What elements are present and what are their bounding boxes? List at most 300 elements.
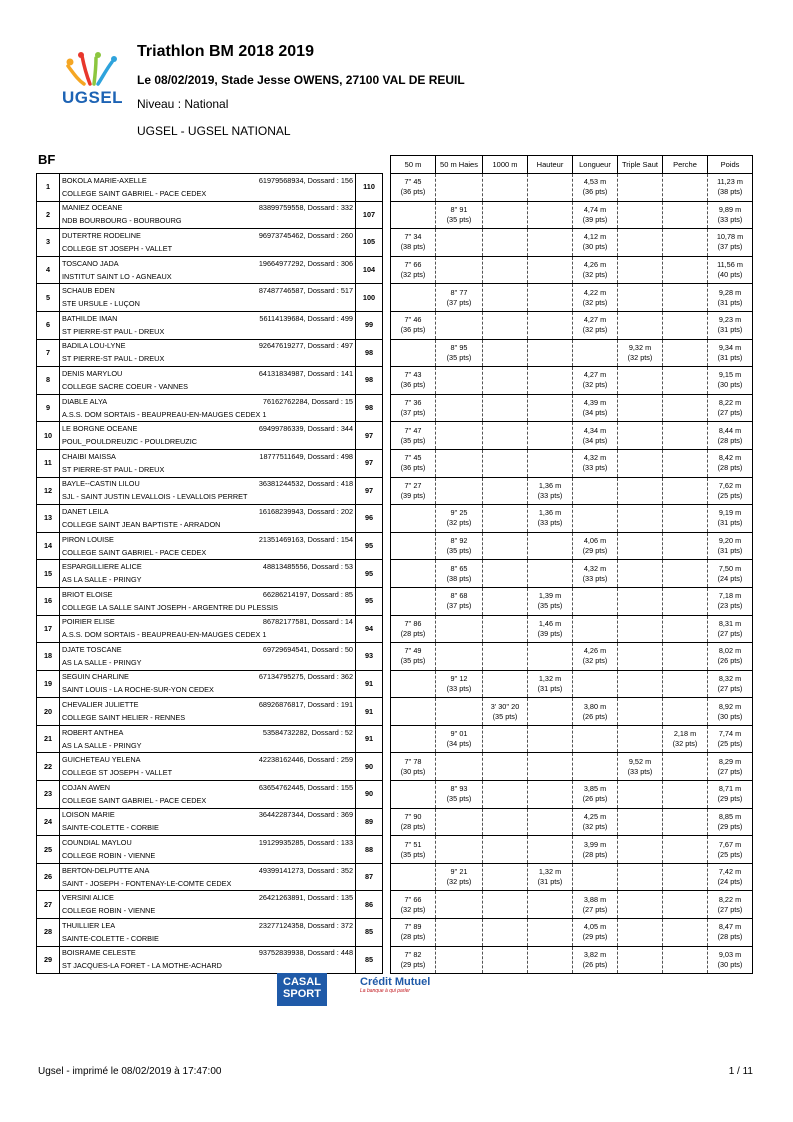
event-result xyxy=(483,587,528,615)
event-result xyxy=(618,808,663,836)
total-points: 99 xyxy=(356,311,383,339)
event-result xyxy=(573,560,618,588)
event-result xyxy=(618,256,663,284)
event-result xyxy=(708,229,753,257)
event-result xyxy=(391,367,436,395)
event-result xyxy=(708,367,753,395)
event-points: (33 pts) xyxy=(537,490,563,500)
event-result xyxy=(708,587,753,615)
rank: 28 xyxy=(37,919,60,947)
total-points: 85 xyxy=(356,946,383,974)
event-result xyxy=(618,670,663,698)
event-result xyxy=(391,311,436,339)
rank: 6 xyxy=(37,311,60,339)
spacer xyxy=(383,725,391,753)
athlete-school: COLLEGE ST JOSEPH - VALLET xyxy=(62,243,173,253)
event-result xyxy=(618,449,663,477)
event-result xyxy=(436,339,483,367)
total-points: 97 xyxy=(356,422,383,450)
spacer xyxy=(383,808,391,836)
spacer xyxy=(383,615,391,643)
event-result xyxy=(391,560,436,588)
athlete-id-dossard: 96973745462, Dossard : 260 xyxy=(258,230,353,240)
athlete-cell xyxy=(60,946,356,974)
athlete-id-dossard: 92647619277, Dossard : 497 xyxy=(258,341,353,351)
athlete-school: AS LA SALLE - PRINGY xyxy=(62,575,142,585)
event-points: (33 pts) xyxy=(717,214,743,224)
rank: 5 xyxy=(37,284,60,312)
event-points: (26 pts) xyxy=(582,794,608,804)
column-header: Poids xyxy=(708,156,753,174)
total-points: 97 xyxy=(356,449,383,477)
athlete-cell xyxy=(60,284,356,312)
table-row xyxy=(37,698,753,726)
performance: 8'' 65 xyxy=(450,563,468,573)
event-points: (31 pts) xyxy=(537,683,563,693)
casal-sport-logo xyxy=(277,973,327,1006)
event-result xyxy=(391,505,436,533)
event-result xyxy=(391,394,436,422)
event-result xyxy=(663,477,708,505)
event-result xyxy=(663,781,708,809)
rank: 1 xyxy=(37,174,60,202)
spacer xyxy=(383,477,391,505)
rank: 23 xyxy=(37,781,60,809)
event-result xyxy=(391,698,436,726)
athlete-cell xyxy=(60,808,356,836)
athlete-school: COLLEGE SAINT JEAN BAPTISTE - ARRADON xyxy=(62,519,221,529)
athlete-school: COLLEGE SAINT HELIER - RENNES xyxy=(62,713,186,723)
column-header: Triple Saut xyxy=(618,156,663,174)
total-points: 88 xyxy=(356,836,383,864)
performance: 3,85 m xyxy=(583,784,607,794)
level-label: Niveau : National xyxy=(137,97,229,111)
event-points: (28 pts) xyxy=(400,628,426,638)
performance: 7,67 m xyxy=(718,839,742,849)
spacer xyxy=(383,394,391,422)
athlete-school: COLLEGE SACRE COEUR - VANNES xyxy=(62,381,188,391)
event-points: (34 pts) xyxy=(446,739,472,749)
event-points: (37 pts) xyxy=(446,297,472,307)
event-result xyxy=(573,449,618,477)
spacer xyxy=(383,367,391,395)
event-result xyxy=(618,394,663,422)
event-result xyxy=(391,725,436,753)
athlete-cell xyxy=(60,256,356,284)
performance: 3,82 m xyxy=(583,949,607,959)
event-result xyxy=(528,560,573,588)
event-result xyxy=(528,201,573,229)
athlete-school: ST PIERRE-ST PAUL - DREUX xyxy=(62,354,165,364)
athlete-cell xyxy=(60,587,356,615)
table-row xyxy=(37,587,753,615)
event-result xyxy=(573,505,618,533)
event-result xyxy=(573,919,618,947)
total-points: 95 xyxy=(356,560,383,588)
performance: 7'' 27 xyxy=(404,480,422,490)
event-result xyxy=(391,422,436,450)
event-points: (39 pts) xyxy=(400,490,426,500)
event-result xyxy=(573,311,618,339)
event-result xyxy=(391,863,436,891)
total-points: 105 xyxy=(356,229,383,257)
athlete-school: SAINT - JOSEPH - FONTENAY-LE-COMTE CEDEX xyxy=(62,878,232,888)
athlete-cell xyxy=(60,311,356,339)
rank: 17 xyxy=(37,615,60,643)
rank: 4 xyxy=(37,256,60,284)
event-points: (39 pts) xyxy=(582,214,608,224)
performance: 11,23 m xyxy=(717,177,743,187)
total-points: 89 xyxy=(356,808,383,836)
performance: 7'' 78 xyxy=(404,756,422,766)
performance: 1,46 m xyxy=(538,618,562,628)
organisation-label: UGSEL - UGSEL NATIONAL xyxy=(137,124,291,138)
athlete-cell xyxy=(60,477,356,505)
spacer xyxy=(383,284,391,312)
athlete-name: TOSCANO JADA xyxy=(62,258,119,268)
event-result xyxy=(708,781,753,809)
athlete-name: VERSINI ALICE xyxy=(62,893,114,903)
event-result xyxy=(618,311,663,339)
athlete-cell xyxy=(60,229,356,257)
event-result xyxy=(436,229,483,257)
rank: 15 xyxy=(37,560,60,588)
event-points: (36 pts) xyxy=(400,380,426,390)
event-points: (25 pts) xyxy=(717,490,743,500)
print-timestamp: Ugsel - imprimé le 08/02/2019 à 17:47:00 xyxy=(38,1066,222,1077)
column-header: 1000 m xyxy=(483,156,528,174)
category-heading: BF xyxy=(38,152,56,167)
event-result xyxy=(483,560,528,588)
event-result xyxy=(618,174,663,202)
event-points: (35 pts) xyxy=(446,352,472,362)
athlete-school: STE URSULE - LUÇON xyxy=(62,299,140,309)
athlete-cell xyxy=(60,394,356,422)
spacer xyxy=(383,560,391,588)
athlete-school: AS LA SALLE - PRINGY xyxy=(62,740,142,750)
performance: 8,85 m xyxy=(718,811,742,821)
event-result xyxy=(391,836,436,864)
athlete-name: PIRON LOUISE xyxy=(62,534,114,544)
event-result xyxy=(391,670,436,698)
performance: 9,19 m xyxy=(718,508,742,518)
total-points: 95 xyxy=(356,532,383,560)
event-result xyxy=(618,836,663,864)
spacer xyxy=(383,919,391,947)
spacer xyxy=(383,256,391,284)
event-points: (28 pts) xyxy=(582,849,608,859)
athlete-id-dossard: 19129935285, Dossard : 133 xyxy=(258,838,353,848)
athlete-cell xyxy=(60,863,356,891)
event-result xyxy=(483,422,528,450)
event-points: (36 pts) xyxy=(582,187,608,197)
table-row xyxy=(37,808,753,836)
event-result xyxy=(528,863,573,891)
event-result xyxy=(528,643,573,671)
performance: 4,32 m xyxy=(583,563,607,573)
event-result xyxy=(391,587,436,615)
event-result xyxy=(573,284,618,312)
performance: 10,78 m xyxy=(716,232,744,242)
event-points: (31 pts) xyxy=(717,546,743,556)
athlete-id-dossard: 19664977292, Dossard : 306 xyxy=(258,258,353,268)
credit-mutuel-tagline: La banque à qui parler xyxy=(360,988,411,994)
athlete-id-dossard: 87487746587, Dossard : 517 xyxy=(258,286,353,296)
event-result xyxy=(483,367,528,395)
performance: 8,92 m xyxy=(718,701,742,711)
event-points: (35 pts) xyxy=(446,214,472,224)
event-result xyxy=(618,367,663,395)
event-result xyxy=(391,284,436,312)
event-result xyxy=(573,643,618,671)
rank: 22 xyxy=(37,753,60,781)
event-result xyxy=(663,532,708,560)
spacer xyxy=(383,698,391,726)
event-result xyxy=(708,449,753,477)
event-result xyxy=(483,670,528,698)
event-result xyxy=(618,725,663,753)
athlete-name: THUILLIER LEA xyxy=(62,920,116,930)
event-points: (28 pts) xyxy=(717,932,743,942)
event-result xyxy=(528,781,573,809)
event-points: (36 pts) xyxy=(400,187,426,197)
event-result xyxy=(436,532,483,560)
athlete-name: SCHAUB EDEN xyxy=(62,286,115,296)
event-result xyxy=(708,615,753,643)
event-points: (26 pts) xyxy=(717,656,743,666)
performance: 7'' 86 xyxy=(404,618,422,628)
event-points: (28 pts) xyxy=(717,435,743,445)
rank: 29 xyxy=(37,946,60,974)
athlete-cell xyxy=(60,339,356,367)
spacer xyxy=(383,201,391,229)
event-result xyxy=(483,256,528,284)
event-result xyxy=(708,339,753,367)
event-points: (27 pts) xyxy=(717,628,743,638)
event-points: (35 pts) xyxy=(446,794,472,804)
event-result xyxy=(483,615,528,643)
event-result xyxy=(708,753,753,781)
event-result xyxy=(391,919,436,947)
athlete-school: INSTITUT SAINT LO - AGNEAUX xyxy=(62,271,172,281)
performance: 4,26 m xyxy=(583,260,607,270)
total-points: 93 xyxy=(356,643,383,671)
performance: 4,34 m xyxy=(583,425,607,435)
athlete-id-dossard: 64131834987, Dossard : 141 xyxy=(258,368,353,378)
athlete-cell xyxy=(60,174,356,202)
event-result xyxy=(708,256,753,284)
performance: 4,25 m xyxy=(583,811,607,821)
event-result xyxy=(618,477,663,505)
event-result xyxy=(483,725,528,753)
athlete-id-dossard: 76162762284, Dossard : 15 xyxy=(262,396,353,406)
total-points: 86 xyxy=(356,891,383,919)
event-result xyxy=(528,394,573,422)
page-title: Triathlon BM 2018 2019 xyxy=(137,43,314,60)
event-points: (27 pts) xyxy=(582,904,608,914)
event-points: (31 pts) xyxy=(717,325,743,335)
event-result xyxy=(528,367,573,395)
performance: 7'' 47 xyxy=(404,425,422,435)
event-result xyxy=(436,367,483,395)
event-result xyxy=(708,808,753,836)
event-result xyxy=(708,560,753,588)
event-points: (33 pts) xyxy=(446,683,472,693)
athlete-school: COLLEGE SAINT GABRIEL - PACE CEDEX xyxy=(62,795,207,805)
athlete-id-dossard: 53584732282, Dossard : 52 xyxy=(262,727,353,737)
event-result xyxy=(436,505,483,533)
event-result xyxy=(618,753,663,781)
total-points: 95 xyxy=(356,587,383,615)
event-result xyxy=(708,643,753,671)
spacer xyxy=(383,753,391,781)
event-result xyxy=(663,422,708,450)
event-result xyxy=(391,477,436,505)
table-row xyxy=(37,449,753,477)
athlete-name: DANET LEILA xyxy=(62,506,109,516)
athlete-name: ESPARGILLIERE ALICE xyxy=(62,562,142,572)
athlete-school: COLLEGE SAINT GABRIEL - PACE CEDEX xyxy=(62,188,207,198)
event-result xyxy=(483,339,528,367)
table-row xyxy=(37,946,753,974)
event-result xyxy=(663,256,708,284)
column-header: Hauteur xyxy=(528,156,573,174)
rank: 11 xyxy=(37,449,60,477)
event-result xyxy=(436,836,483,864)
event-points: (35 pts) xyxy=(400,656,426,666)
performance: 9,03 m xyxy=(718,949,742,959)
performance: 8'' 68 xyxy=(450,591,468,601)
event-points: (38 pts) xyxy=(400,242,426,252)
athlete-name: LE BORGNE OCEANE xyxy=(62,424,138,434)
event-points: (37 pts) xyxy=(400,408,426,418)
performance: 8'' 77 xyxy=(450,287,468,297)
event-result xyxy=(663,698,708,726)
event-points: (28 pts) xyxy=(717,463,743,473)
table-row xyxy=(37,863,753,891)
performance: 8'' 91 xyxy=(450,204,468,214)
event-result xyxy=(708,670,753,698)
table-row xyxy=(37,229,753,257)
event-result xyxy=(528,311,573,339)
athlete-school: ST PIERRE-ST PAUL - DREUX xyxy=(62,464,165,474)
event-result xyxy=(391,891,436,919)
total-points: 100 xyxy=(356,284,383,312)
event-result xyxy=(663,753,708,781)
ugsel-logo-text: UGSEL xyxy=(62,88,124,107)
performance: 9,23 m xyxy=(718,315,742,325)
event-result xyxy=(483,532,528,560)
event-result xyxy=(573,698,618,726)
performance: 9'' 12 xyxy=(450,673,468,683)
event-points: (32 pts) xyxy=(582,380,608,390)
event-result xyxy=(663,891,708,919)
event-result xyxy=(618,201,663,229)
event-result xyxy=(708,284,753,312)
athlete-cell xyxy=(60,698,356,726)
athlete-id-dossard: 18777511649, Dossard : 498 xyxy=(259,451,353,461)
event-result xyxy=(618,698,663,726)
event-result xyxy=(618,946,663,974)
event-result xyxy=(708,891,753,919)
athlete-school: AS LA SALLE - PRINGY xyxy=(62,657,142,667)
event-points: (32 pts) xyxy=(582,656,608,666)
event-result xyxy=(573,863,618,891)
event-result xyxy=(391,174,436,202)
event-result xyxy=(663,670,708,698)
event-result xyxy=(528,422,573,450)
total-points: 96 xyxy=(356,505,383,533)
athlete-id-dossard: 69499786339, Dossard : 344 xyxy=(258,424,353,434)
event-points: (31 pts) xyxy=(717,518,743,528)
event-result xyxy=(708,422,753,450)
performance: 4,12 m xyxy=(583,232,607,242)
performance: 1,39 m xyxy=(538,591,562,601)
athlete-name: COJAN AWEN xyxy=(62,782,110,792)
spacer xyxy=(383,311,391,339)
event-result xyxy=(436,891,483,919)
athlete-name: BOKOLA MARIE-AXELLE xyxy=(62,175,147,185)
spacer xyxy=(383,505,391,533)
table-row xyxy=(37,422,753,450)
event-result xyxy=(708,394,753,422)
event-result xyxy=(483,201,528,229)
performance: 9'' 21 xyxy=(450,867,468,877)
event-points: (24 pts) xyxy=(717,877,743,887)
athlete-id-dossard: 93752839938, Dossard : 448 xyxy=(258,948,353,958)
event-points: (32 pts) xyxy=(582,297,608,307)
athlete-school: SAINTE-COLETTE - CORBIE xyxy=(62,933,159,943)
event-result xyxy=(573,229,618,257)
athlete-school: ST PIERRE-ST PAUL - DREUX xyxy=(62,326,165,336)
event-result xyxy=(436,394,483,422)
event-result xyxy=(708,201,753,229)
performance: 8,22 m xyxy=(718,398,742,408)
event-result xyxy=(391,781,436,809)
performance: 7'' 36 xyxy=(404,398,422,408)
total-points: 91 xyxy=(356,698,383,726)
athlete-name: DUTERTRE RODELINE xyxy=(62,230,141,240)
table-row xyxy=(37,725,753,753)
event-result xyxy=(483,311,528,339)
athlete-id-dossard: 21351469163, Dossard : 154 xyxy=(258,534,353,544)
event-date-location: Le 08/02/2019, Stade Jesse OWENS, 27100 VAL DE REUIL xyxy=(137,73,465,87)
event-points: (27 pts) xyxy=(717,683,743,693)
athlete-name: DJATE TOSCANE xyxy=(62,644,122,654)
event-points: (26 pts) xyxy=(582,711,608,721)
performance: 8,71 m xyxy=(718,784,742,794)
event-result xyxy=(528,753,573,781)
column-header: Longueur xyxy=(573,156,618,174)
athlete-name: BOISRAME CELESTE xyxy=(62,948,136,958)
event-result xyxy=(663,725,708,753)
performance: 7'' 90 xyxy=(404,811,422,821)
event-result xyxy=(663,284,708,312)
total-points: 107 xyxy=(356,201,383,229)
athlete-school: SJL - SAINT JUSTIN LEVALLOIS - LEVALLOIS PERRET xyxy=(62,492,248,502)
event-result xyxy=(436,560,483,588)
event-result xyxy=(483,477,528,505)
performance: 7'' 45 xyxy=(404,453,422,463)
performance: 4,27 m xyxy=(583,315,607,325)
total-points: 98 xyxy=(356,367,383,395)
athlete-id-dossard: 16168239943, Dossard : 202 xyxy=(258,506,353,516)
table-row xyxy=(37,311,753,339)
event-points: (31 pts) xyxy=(537,877,563,887)
performance: 7,62 m xyxy=(718,480,742,490)
performance: 9,34 m xyxy=(718,342,742,352)
event-result xyxy=(708,836,753,864)
